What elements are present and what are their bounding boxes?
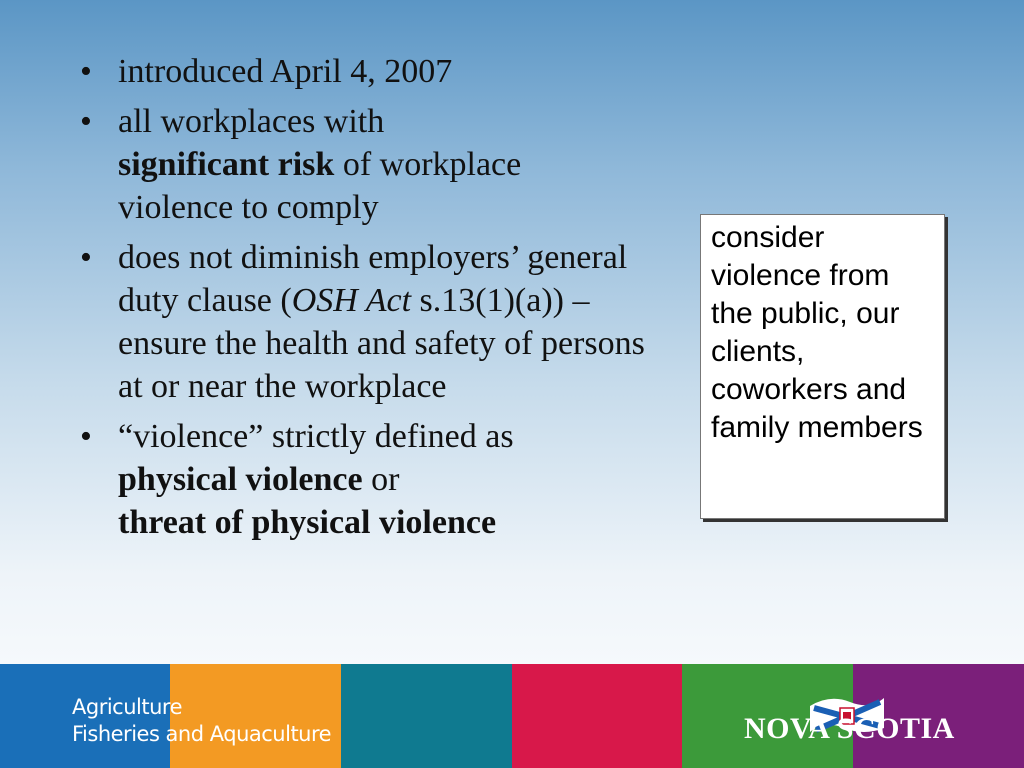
department-line1: Agriculture	[72, 695, 182, 719]
bullet-item	[78, 50, 658, 93]
callout-box: consider violence from the public, our clients, coworkers and family members	[700, 214, 945, 519]
bullet-emphasis: threat of physical violence	[118, 504, 497, 541]
department-name	[72, 694, 331, 748]
bullet-text: all workplaces with	[118, 103, 385, 140]
bullet-text: or	[362, 461, 400, 498]
footer-band-red	[512, 664, 682, 768]
footer-band-teal	[341, 664, 512, 768]
bullet-text: introduced April 4, 2007	[118, 53, 453, 90]
bullet-dot: •	[80, 103, 92, 140]
bullet-text: s.13(1)(a)) – ensure the health and safety of persons at or near the workplace	[118, 282, 645, 405]
bullet-item	[78, 100, 658, 229]
department-line2: Fisheries and Aquaculture	[72, 722, 332, 746]
bullet-text: does not diminish employers’ general duty clause (	[118, 239, 628, 319]
bullet-list	[78, 50, 658, 551]
bullet-dot: •	[80, 239, 92, 276]
bullet-text: of workplace	[334, 146, 522, 183]
bullet-dot: •	[80, 418, 92, 455]
bullet-dot: •	[80, 53, 92, 90]
bullet-text: “violence” strictly defined as	[118, 418, 514, 455]
bullet-item	[78, 415, 658, 544]
bullet-italic: OSH Act	[291, 282, 412, 319]
bullet-text: violence to comply	[118, 189, 379, 226]
nova-scotia-wordmark: NOVA SCOTIA	[744, 712, 955, 745]
bullet-item	[78, 236, 658, 408]
bullet-emphasis: physical violence	[118, 461, 363, 498]
bullet-emphasis: significant risk	[118, 146, 335, 183]
